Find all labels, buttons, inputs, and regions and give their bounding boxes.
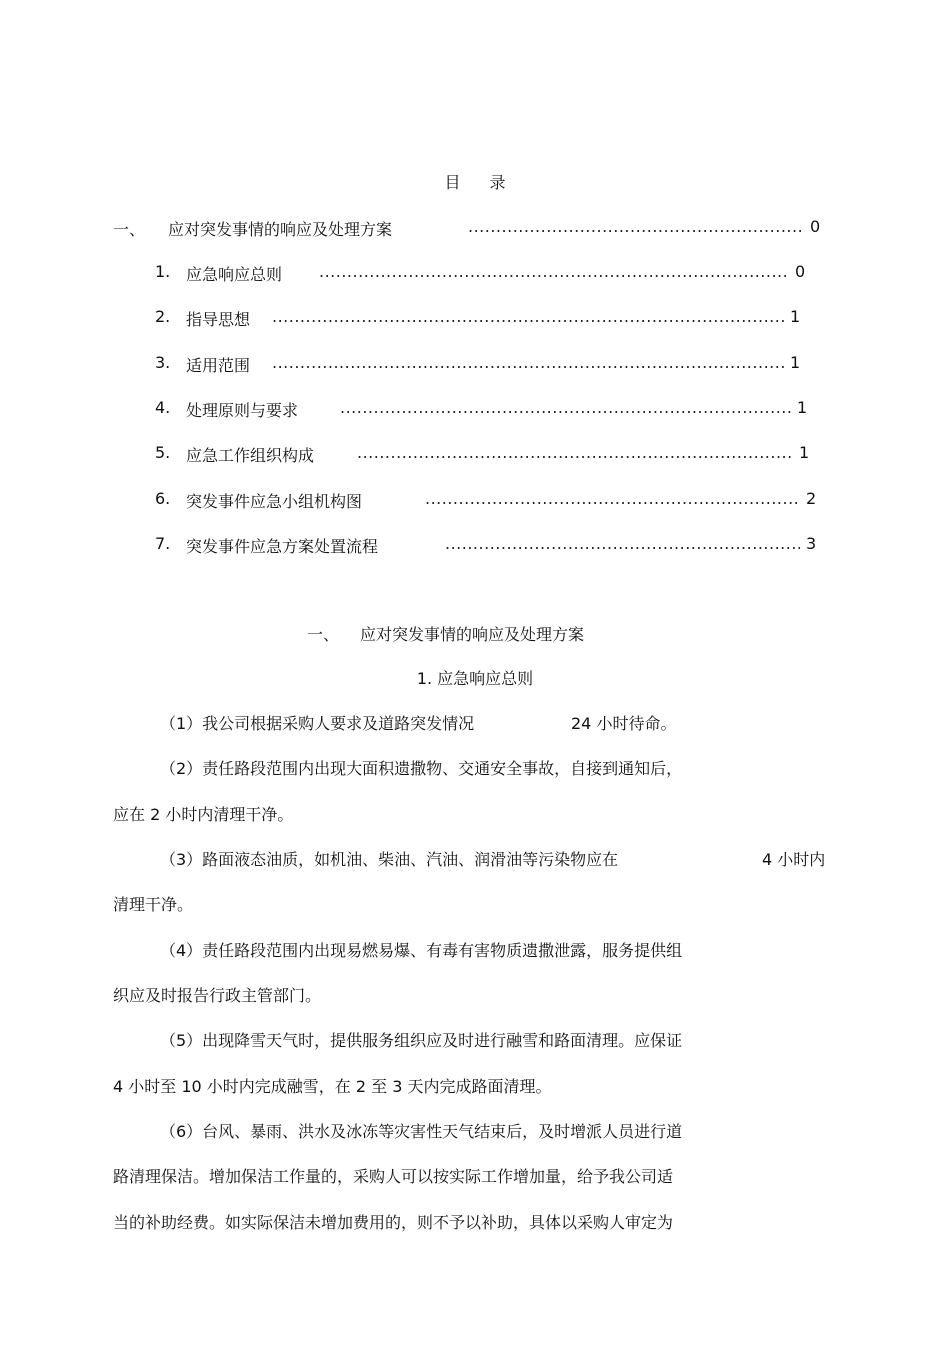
body-line: （6）台风、暴雨、洪水及冰冻等灾害性天气结束后，及时增派人员进行道 [160, 1122, 683, 1141]
toc-entry[interactable] [155, 443, 815, 465]
toc-entry-label: 突发事件应急小组机构图 [186, 492, 363, 511]
toc-entry-label: 处理原则与要求 [186, 401, 299, 420]
toc-entry-page: 0 [795, 262, 806, 281]
toc-entry-number: 3. [155, 353, 171, 372]
body-line: （2）责任路段范围内出现大面积遗撒物、交通安全事故，自接到通知后， [160, 759, 683, 778]
toc-entry-page: 1 [790, 353, 801, 372]
body-line: 应在 2 小时内清理干净。 [113, 805, 294, 824]
toc-entry-page: 1 [799, 443, 810, 462]
toc-leader-dots [272, 307, 784, 329]
toc-entry-label: 应急响应总则 [186, 265, 283, 284]
toc-entry-number: 6. [155, 489, 171, 508]
toc-entry-page: 0 [810, 217, 821, 236]
section-title: 1. 应急响应总则 [416, 669, 534, 688]
toc-entry-page: 2 [806, 489, 817, 508]
chapter-title: 应对突发事情的响应及处理方案 [360, 625, 585, 644]
toc-entry-number: 4. [155, 398, 171, 417]
toc-entry[interactable] [155, 534, 825, 556]
toc-entry-number: 1. [155, 262, 171, 281]
toc-entry-number: 7. [155, 534, 171, 553]
body-line: 4 小时内 [762, 850, 826, 869]
toc-leader-dots [340, 398, 791, 420]
body-line: （1）我公司根据采购人要求及道路突发情况 [160, 714, 475, 733]
toc-entry-label: 指导思想 [186, 310, 251, 329]
toc-entry-page: 3 [806, 534, 817, 553]
toc-leader-dots [445, 534, 800, 556]
toc-entry-number: 2. [155, 307, 171, 326]
toc-leader-dots [272, 353, 784, 375]
toc-leader-dots [425, 489, 800, 511]
chapter-number: 一、 [307, 625, 340, 644]
body-line: 清理干净。 [113, 895, 194, 914]
toc-entry-page: 1 [797, 398, 808, 417]
toc-entry-label: 应急工作组织构成 [186, 446, 315, 465]
toc-entry[interactable] [155, 489, 825, 511]
body-line: 织应及时报告行政主管部门。 [113, 986, 322, 1005]
toc-entry[interactable] [113, 217, 833, 239]
body-line: （5）出现降雪天气时，提供服务组织应及时进行融雪和路面清理。应保证 [160, 1031, 683, 1050]
toc-entry-number: 一、 [113, 220, 146, 239]
toc-entry-page: 1 [790, 307, 801, 326]
toc-title: 目 录 [444, 173, 518, 192]
toc-entry[interactable] [155, 398, 815, 420]
toc-leader-dots [319, 262, 789, 284]
toc-leader-dots [468, 217, 803, 239]
body-line: 当的补助经费。如实际保洁未增加费用的，则不予以补助，具体以采购人审定为 [113, 1213, 674, 1232]
toc-entry-number: 5. [155, 443, 171, 462]
body-line: （3）路面液态油质，如机油、柴油、汽油、润滑油等污染物应在 [160, 850, 619, 869]
toc-entry-label: 适用范围 [186, 356, 251, 375]
toc-entry[interactable] [155, 353, 815, 375]
toc-leader-dots [357, 443, 793, 465]
toc-entry-label: 应对突发事情的响应及处理方案 [168, 220, 393, 239]
toc-entry[interactable] [155, 307, 815, 329]
body-line: （4）责任路段范围内出现易燃易爆、有毒有害物质遗撒泄露，服务提供组 [160, 941, 683, 960]
body-line: 4 小时至 10 小时内完成融雪，在 2 至 3 天内完成路面清理。 [113, 1077, 552, 1096]
body-line: 24 小时待命。 [571, 714, 677, 733]
toc-entry[interactable] [155, 262, 815, 284]
toc-entry-label: 突发事件应急方案处置流程 [186, 537, 379, 556]
body-line: 路清理保洁。增加保洁工作量的，采购人可以按实际工作增加量，给予我公司适 [113, 1167, 674, 1186]
